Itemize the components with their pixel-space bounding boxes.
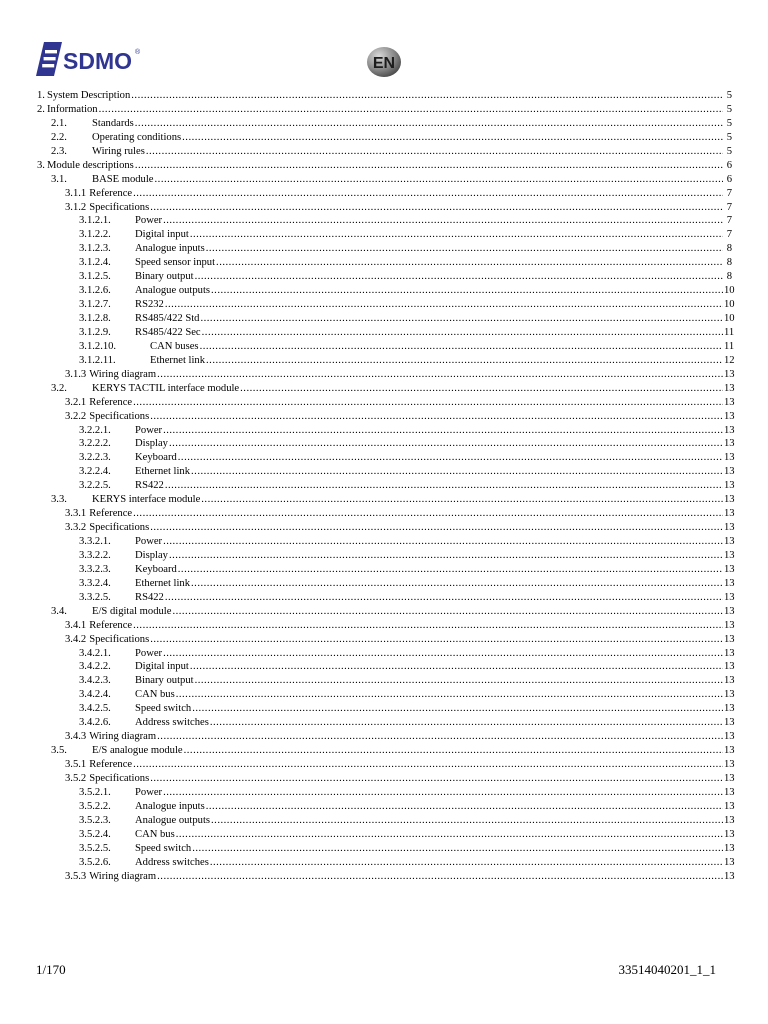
dot-leader	[157, 368, 723, 382]
toc-entry-page: 13	[724, 424, 735, 436]
dot-leader	[182, 131, 723, 145]
toc-entry[interactable]	[0, 619, 768, 633]
toc-entry-page: 7	[726, 215, 732, 227]
toc-entry-number: 3.1.2.4.	[79, 257, 111, 269]
dot-leader	[157, 870, 723, 884]
logo-text: SDMO	[63, 48, 132, 74]
toc-entry[interactable]	[0, 479, 768, 493]
toc-entry-number: 3.1.2	[65, 201, 87, 213]
dot-leader	[176, 828, 723, 842]
toc-entry[interactable]	[0, 521, 768, 535]
toc-entry-page: 8	[726, 257, 732, 269]
toc-entry-title: Reference	[89, 396, 133, 408]
toc-entry-number: 3.2.1	[65, 396, 87, 408]
dot-leader	[206, 800, 723, 814]
toc-entry-title: RS232	[135, 299, 164, 311]
toc-entry-title: CAN bus	[135, 689, 175, 701]
toc-entry-title: Address switches	[135, 717, 209, 729]
toc-entry-title: Reference	[89, 187, 133, 199]
toc-entry[interactable]	[0, 368, 768, 382]
toc-entry-title: Analogue outputs	[135, 814, 211, 826]
dot-leader	[184, 744, 723, 758]
toc-entry[interactable]	[0, 284, 768, 298]
dot-leader	[195, 674, 723, 688]
toc-entry-number: 3.2.2.4.	[79, 466, 111, 478]
toc-entry-number: 3.2.2.1.	[79, 424, 111, 436]
toc-entry-title: Keyboard	[135, 452, 177, 464]
toc-entry[interactable]	[0, 828, 768, 842]
toc-entry-title: Digital input	[135, 661, 189, 673]
toc-entry-title: Display	[135, 549, 168, 561]
dot-leader	[165, 298, 723, 312]
toc-entry-title: Display	[135, 438, 168, 450]
toc-entry[interactable]	[0, 702, 768, 716]
toc-entry-page: 13	[724, 466, 735, 478]
toc-entry-number: 3.2.2	[65, 410, 87, 422]
toc-entry-page: 13	[724, 759, 735, 770]
toc-entry-title: Wiring diagram	[89, 870, 157, 882]
dot-leader	[211, 284, 723, 298]
dot-leader	[202, 326, 723, 340]
dot-leader	[163, 535, 723, 549]
toc-entry-page: 13	[724, 480, 735, 492]
toc-entry-page: 10	[724, 285, 735, 297]
page-header	[0, 0, 768, 86]
toc-entry-title: RS422	[135, 591, 164, 603]
toc-entry-title: Specifications	[89, 201, 150, 213]
toc-entry[interactable]	[0, 228, 768, 242]
toc-entry-page: 13	[724, 619, 735, 631]
toc-entry[interactable]	[0, 326, 768, 340]
toc-entry-title: Specifications	[89, 410, 150, 422]
dot-leader	[190, 660, 723, 674]
dot-leader	[135, 159, 723, 173]
toc-entry-page: 7	[726, 187, 732, 199]
toc-entry[interactable]	[0, 660, 768, 674]
toc-entry-page: 13	[724, 856, 735, 868]
toc-entry[interactable]	[0, 507, 768, 521]
toc-entry[interactable]	[0, 549, 768, 563]
toc-entry-number: 3.4.	[51, 605, 67, 617]
toc-entry-page: 13	[724, 675, 735, 687]
toc-entry-number: 3.4.1	[65, 619, 87, 631]
dot-leader	[210, 716, 723, 730]
registered-mark: ®	[135, 49, 141, 56]
toc-entry[interactable]	[0, 382, 768, 396]
dot-leader	[135, 117, 723, 131]
toc-entry-number: 3.3.2	[65, 522, 87, 534]
toc-entry[interactable]	[0, 493, 768, 507]
toc-entry-page: 13	[724, 522, 735, 534]
dot-leader	[201, 493, 723, 507]
dot-leader	[206, 354, 723, 368]
toc-entry[interactable]	[0, 437, 768, 451]
toc-entry-title: E/S analogue module	[92, 745, 183, 757]
toc-entry[interactable]	[0, 424, 768, 438]
toc-entry[interactable]	[0, 131, 768, 145]
language-code: EN	[372, 55, 396, 72]
toc-entry-page: 13	[724, 703, 735, 715]
dot-leader	[163, 424, 723, 438]
toc-entry[interactable]	[0, 396, 768, 410]
toc-entry-page: 13	[724, 745, 735, 757]
toc-entry-title: Power	[135, 536, 163, 547]
language-badge-icon	[366, 46, 402, 78]
toc-entry-page: 13	[724, 368, 735, 380]
toc-entry[interactable]	[0, 605, 768, 619]
dot-leader	[165, 479, 723, 493]
toc-entry-title: RS485/422 Sec	[135, 326, 201, 338]
toc-entry-number: 3.	[37, 159, 45, 171]
toc-entry[interactable]	[0, 716, 768, 730]
toc-entry-title: Ethernet link	[150, 354, 206, 366]
dot-leader	[190, 228, 723, 242]
toc-entry-page: 13	[724, 772, 735, 784]
toc-entry-page: 5	[726, 117, 732, 129]
toc-entry-title: KERYS TACTIL interface module	[92, 382, 240, 394]
dot-leader	[211, 814, 723, 828]
toc-entry-number: 3.4.2.1.	[79, 647, 111, 659]
dot-leader	[133, 507, 723, 521]
dot-leader	[176, 688, 723, 702]
toc-entry-number: 3.5.2.4.	[79, 828, 111, 840]
dot-leader	[150, 201, 723, 215]
toc-entry-page: 11	[724, 326, 735, 338]
toc-entry-page: 13	[724, 717, 735, 729]
dot-leader	[191, 465, 723, 479]
toc-entry[interactable]	[0, 354, 768, 368]
toc-entry-title: Binary output	[135, 271, 194, 283]
toc-entry-number: 2.3.	[51, 145, 67, 157]
dot-leader	[210, 856, 723, 870]
toc-entry-title: Specifications	[89, 522, 150, 534]
toc-entry[interactable]	[0, 772, 768, 786]
toc-entry-page: 6	[726, 159, 732, 171]
toc-entry-page: 8	[726, 271, 732, 283]
dot-leader	[133, 619, 723, 633]
dot-leader	[192, 842, 723, 856]
toc-entry-number: 3.4.2.3.	[79, 675, 111, 687]
toc-entry-number: 3.2.	[51, 382, 67, 394]
toc-entry-number: 3.4.2	[65, 633, 87, 645]
toc-entry-number: 3.3.2.2.	[79, 549, 111, 561]
dot-leader	[172, 605, 723, 619]
toc-entry[interactable]	[0, 340, 768, 354]
toc-entry-number: 3.1.2.1.	[79, 215, 111, 227]
toc-entry-page: 12	[724, 354, 735, 366]
toc-entry-page: 11	[724, 340, 735, 352]
toc-entry[interactable]	[0, 786, 768, 800]
toc-entry-title: Ethernet link	[135, 466, 191, 478]
toc-entry-number: 3.3.2.1.	[79, 536, 111, 547]
toc-entry-page: 13	[724, 731, 735, 743]
document-reference: 33514040201_1_1	[618, 962, 716, 977]
dot-leader	[200, 340, 723, 354]
toc-entry[interactable]	[0, 117, 768, 131]
dot-leader	[192, 702, 723, 716]
toc-entry-title: Reference	[89, 759, 133, 770]
toc-entry[interactable]	[0, 201, 768, 215]
toc-entry-page: 13	[724, 842, 735, 854]
toc-entry-page: 13	[724, 605, 735, 617]
toc-entry-number: 3.5.2.5.	[79, 842, 111, 854]
toc-entry-page: 5	[726, 103, 732, 115]
toc-entry-page: 13	[724, 577, 735, 589]
toc-entry-title: Wiring diagram	[89, 731, 157, 743]
toc-entry-title: Speed switch	[135, 703, 192, 715]
toc-entry-title: Speed sensor input	[135, 257, 216, 269]
dot-leader	[150, 521, 723, 535]
toc-entry-page: 8	[726, 243, 732, 255]
toc-entry-page: 13	[724, 814, 735, 826]
toc-entry-number: 3.4.2.4.	[79, 689, 111, 701]
toc-entry[interactable]	[0, 242, 768, 256]
toc-entry-page: 13	[724, 549, 735, 561]
dot-leader	[99, 103, 723, 117]
toc-entry-number: 3.3.	[51, 494, 67, 506]
toc-entry[interactable]	[0, 577, 768, 591]
toc-entry-title: Keyboard	[135, 563, 177, 575]
toc-entry-number: 3.4.3	[65, 731, 87, 743]
toc-entry-number: 2.1.	[51, 117, 67, 129]
toc-entry-page: 7	[726, 201, 732, 213]
toc-entry-title: Power	[135, 215, 163, 227]
toc-entry-number: 3.5.2	[65, 772, 87, 784]
toc-entry-page: 5	[726, 90, 732, 101]
toc-entry-title: Module descriptions	[47, 159, 134, 171]
toc-entry[interactable]	[0, 633, 768, 647]
dot-leader	[131, 89, 723, 103]
toc-entry-page: 13	[724, 438, 735, 450]
toc-entry-number: 3.5.	[51, 745, 67, 757]
toc-entry-title: RS485/422 Std	[135, 313, 200, 324]
toc-entry-number: 3.1.2.9.	[79, 326, 111, 338]
toc-entry-title: KERYS interface module	[92, 494, 201, 506]
toc-entry-title: CAN buses	[150, 340, 199, 352]
dot-leader	[178, 563, 723, 577]
dot-leader	[133, 396, 723, 410]
toc-entry-page: 13	[724, 452, 735, 464]
toc-entry[interactable]	[0, 89, 768, 103]
toc-entry-page: 13	[724, 494, 735, 506]
toc-entry-number: 3.2.2.5.	[79, 480, 111, 492]
toc-entry[interactable]	[0, 647, 768, 661]
toc-entry-number: 3.3.2.5.	[79, 591, 111, 603]
toc-entry[interactable]	[0, 591, 768, 605]
toc-entry[interactable]	[0, 744, 768, 758]
toc-entry-page: 5	[726, 131, 732, 143]
toc-entry-number: 3.1.2.11.	[79, 354, 116, 366]
toc-entry-title: Analogue inputs	[135, 800, 205, 812]
dot-leader	[169, 437, 723, 451]
toc-entry[interactable]	[0, 856, 768, 870]
toc-entry-number: 3.1.2.6.	[79, 285, 111, 297]
dot-leader	[165, 591, 723, 605]
toc-entry[interactable]	[0, 842, 768, 856]
dot-leader	[169, 549, 723, 563]
dot-leader	[195, 270, 723, 284]
toc-entry-number: 3.1.2.7.	[79, 299, 111, 311]
toc-entry-page: 13	[724, 633, 735, 645]
toc-entry-page: 13	[724, 870, 735, 882]
toc-entry-title: Power	[135, 424, 163, 436]
dot-leader	[191, 577, 723, 591]
dot-leader	[146, 145, 723, 159]
toc-entry-number: 3.1.1	[65, 187, 87, 199]
toc-entry[interactable]	[0, 674, 768, 688]
toc-entry-title: Address switches	[135, 856, 209, 868]
toc-entry[interactable]	[0, 451, 768, 465]
toc-entry-title: Binary output	[135, 675, 194, 687]
dot-leader	[150, 633, 723, 647]
toc-entry[interactable]	[0, 758, 768, 772]
dot-leader	[206, 242, 723, 256]
toc-entry[interactable]	[0, 145, 768, 159]
table-of-contents	[0, 89, 768, 883]
toc-entry-number: 2.2.	[51, 131, 67, 143]
dot-leader	[178, 451, 723, 465]
toc-entry[interactable]	[0, 256, 768, 270]
toc-entry-title: Wiring diagram	[89, 368, 157, 380]
toc-entry-title: BASE module	[92, 173, 154, 185]
toc-entry[interactable]	[0, 410, 768, 424]
toc-entry-number: 3.1.2.10.	[79, 340, 117, 352]
dot-leader	[150, 772, 723, 786]
dot-leader	[157, 730, 723, 744]
toc-entry-number: 3.2.2.3.	[79, 452, 111, 464]
toc-entry-number: 3.1.2.3.	[79, 243, 111, 255]
toc-entry-title: Operating conditions	[92, 131, 182, 143]
sdmo-logo	[36, 42, 142, 76]
toc-entry[interactable]	[0, 270, 768, 284]
toc-entry-number: 3.3.2.3.	[79, 563, 111, 575]
toc-entry-page: 13	[724, 800, 735, 812]
toc-entry[interactable]	[0, 103, 768, 117]
toc-entry-title: Information	[47, 103, 98, 115]
toc-entry[interactable]	[0, 563, 768, 577]
toc-entry-number: 3.5.2.2.	[79, 800, 111, 812]
toc-entry-title: Power	[135, 786, 163, 798]
toc-entry-title: Speed switch	[135, 842, 192, 854]
toc-entry[interactable]	[0, 870, 768, 884]
toc-entry-number: 3.4.2.6.	[79, 717, 111, 729]
toc-entry-page: 13	[724, 536, 735, 547]
dot-leader	[163, 647, 723, 661]
toc-entry[interactable]	[0, 730, 768, 744]
dot-leader	[133, 187, 723, 201]
toc-entry-number: 3.1.	[51, 173, 67, 185]
toc-entry-page: 13	[724, 563, 735, 575]
toc-entry[interactable]	[0, 800, 768, 814]
toc-entry-page: 13	[724, 786, 735, 798]
toc-entry-number: 3.2.2.2.	[79, 438, 111, 450]
toc-entry[interactable]	[0, 465, 768, 479]
dot-leader	[216, 256, 723, 270]
toc-entry[interactable]	[0, 187, 768, 201]
toc-entry[interactable]	[0, 535, 768, 549]
toc-entry-title: RS422	[135, 480, 164, 492]
toc-entry-page: 13	[724, 396, 735, 408]
toc-entry-page: 13	[724, 382, 735, 394]
dot-leader	[240, 382, 723, 396]
toc-entry-title: Standards	[92, 117, 134, 129]
toc-entry[interactable]	[0, 173, 768, 187]
toc-entry-number: 2.	[37, 103, 45, 115]
toc-entry-page: 13	[724, 689, 735, 701]
dot-leader	[163, 786, 723, 800]
toc-entry-page: 7	[726, 229, 732, 241]
toc-entry-page: 13	[724, 410, 735, 422]
toc-entry-title: Wiring rules	[92, 145, 145, 157]
toc-entry-page: 13	[724, 647, 735, 659]
toc-entry-page: 10	[724, 299, 735, 311]
toc-entry-number: 3.4.2.2.	[79, 661, 111, 673]
dot-leader	[133, 758, 723, 772]
toc-entry-title: Specifications	[89, 772, 150, 784]
toc-entry-number: 3.3.2.4.	[79, 577, 111, 589]
toc-entry-title: Digital input	[135, 229, 189, 241]
dot-leader	[150, 410, 723, 424]
toc-entry-title: Ethernet link	[135, 577, 191, 589]
toc-entry-number: 3.4.2.5.	[79, 703, 111, 715]
toc-entry-number: 3.1.2.5.	[79, 271, 111, 283]
page-counter: 1/170	[36, 962, 66, 977]
toc-entry-page: 13	[724, 591, 735, 603]
toc-entry-number: 3.1.2.8.	[79, 313, 111, 324]
toc-entry[interactable]	[0, 159, 768, 173]
toc-entry-number: 3.5.2.3.	[79, 814, 111, 826]
toc-entry[interactable]	[0, 688, 768, 702]
toc-entry-page: 13	[724, 828, 735, 840]
toc-entry-page: 5	[726, 145, 732, 157]
toc-entry-number: 3.5.2.1.	[79, 786, 111, 798]
toc-entry-number: 3.1.3	[65, 368, 87, 380]
toc-entry-title: Specifications	[89, 633, 150, 645]
toc-entry-page: 13	[724, 661, 735, 673]
toc-entry-title: E/S digital module	[92, 605, 172, 617]
toc-entry-title: Power	[135, 647, 163, 659]
toc-entry[interactable]	[0, 312, 768, 326]
toc-entry-title: Analogue outputs	[135, 285, 211, 297]
toc-entry-number: 3.5.1	[65, 759, 87, 770]
toc-entry-page: 10	[724, 313, 735, 324]
toc-entry-title: System Description	[47, 90, 131, 101]
toc-entry-title: CAN bus	[135, 828, 175, 840]
toc-entry-number: 3.5.2.6.	[79, 856, 111, 868]
dot-leader	[163, 214, 723, 228]
toc-entry-page: 13	[724, 508, 735, 520]
toc-entry-title: Reference	[89, 619, 133, 631]
toc-entry-number: 3.3.1	[65, 508, 87, 520]
toc-entry-title: Reference	[89, 508, 133, 520]
toc-entry-number: 1.	[37, 90, 45, 101]
dot-leader	[200, 312, 723, 326]
dot-leader	[155, 173, 723, 187]
toc-entry-title: Analogue inputs	[135, 243, 205, 255]
toc-entry[interactable]	[0, 814, 768, 828]
toc-entry[interactable]	[0, 298, 768, 312]
toc-entry[interactable]	[0, 214, 768, 228]
toc-entry-number: 3.1.2.2.	[79, 229, 111, 241]
toc-entry-page: 6	[726, 173, 732, 185]
toc-entry-number: 3.5.3	[65, 870, 87, 882]
